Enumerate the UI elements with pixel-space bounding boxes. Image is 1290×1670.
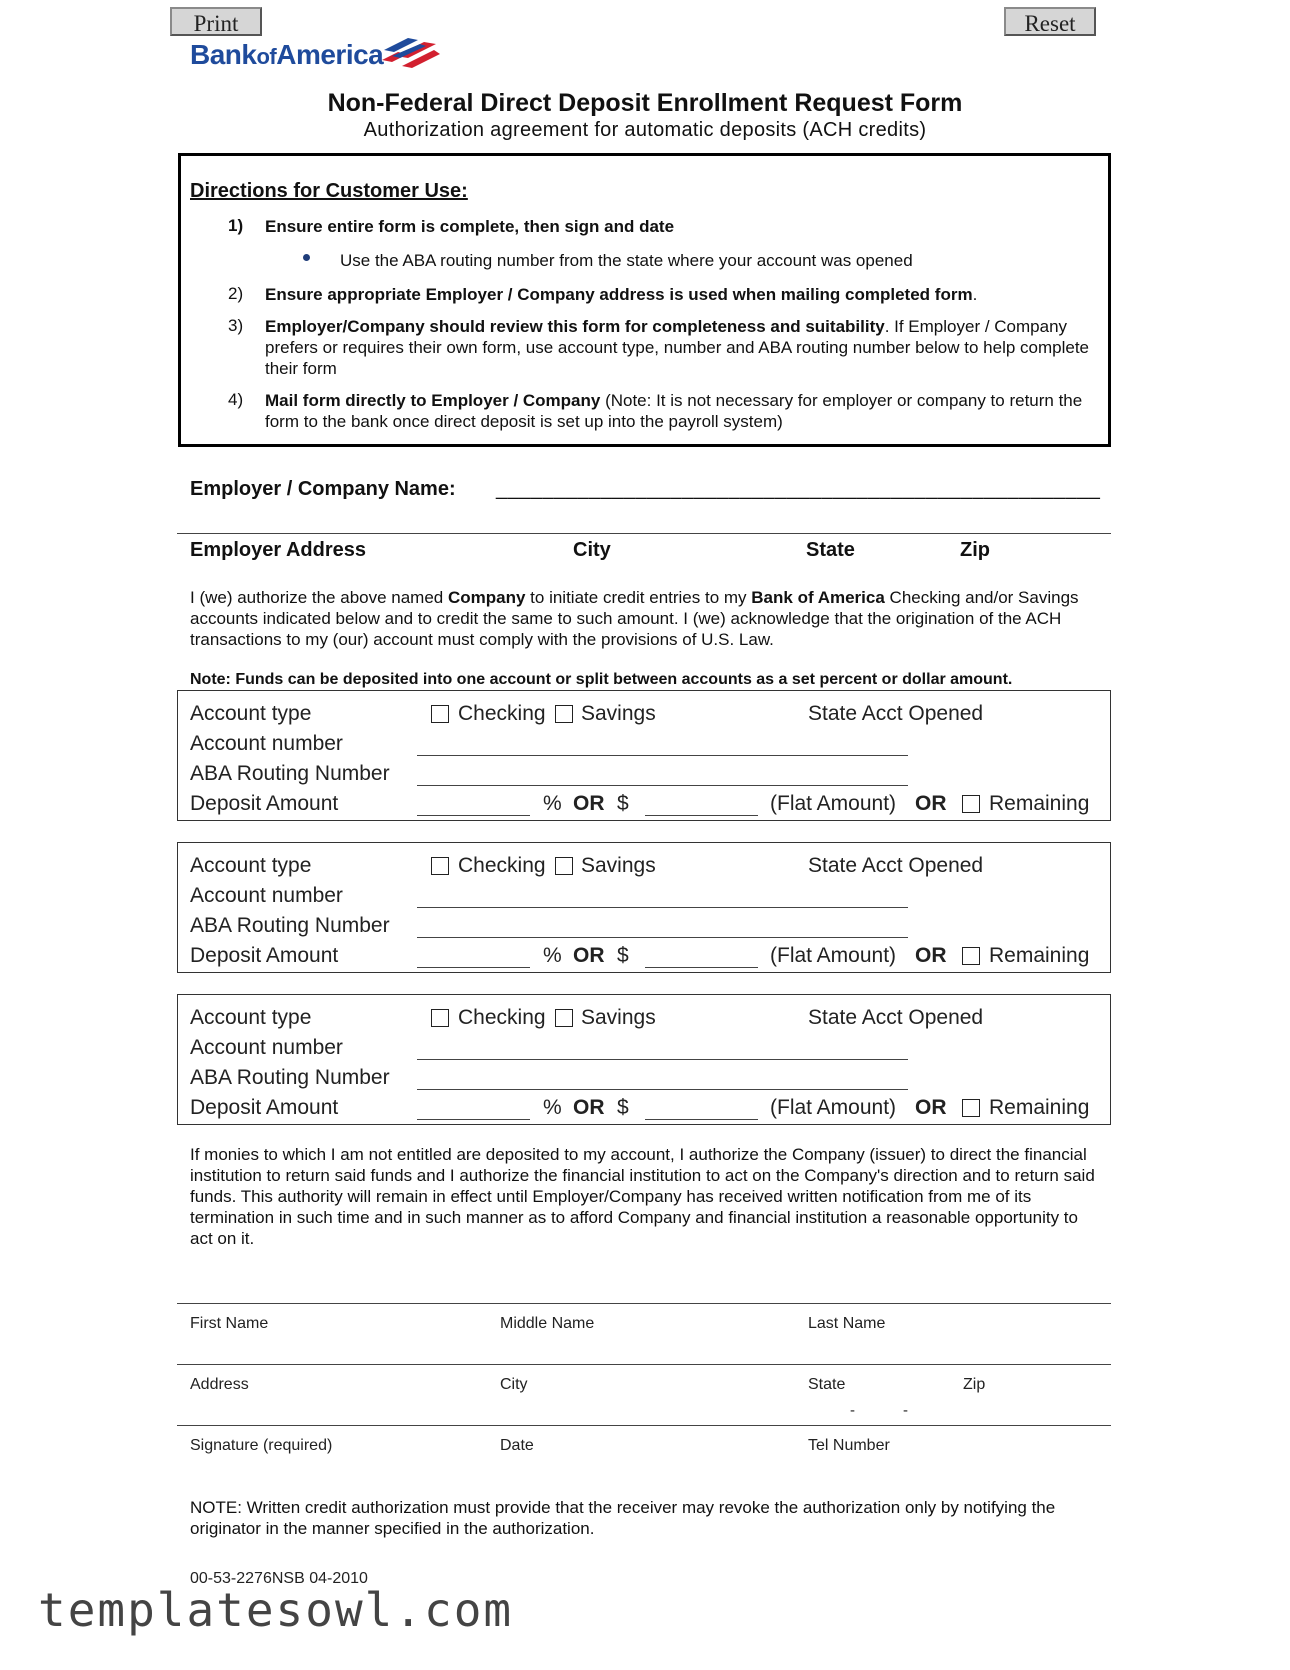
percent-sign: % [543,1096,562,1119]
account-number-label: Account number [190,884,343,907]
address-label: Address [190,1376,249,1393]
return-funds-text: If monies to which I am not entitled are deposited to my account, I authorize the Company (issuer) to direct the financial institution to return said funds and I authorize the financial institution to act on the Company's direction and to return said funds. This authority will remain in effect until Employer/Company has received written notification from me of its termination in such time and in such manner as to afford Company and financial institution a reasonable opportunity to act on it. [190,1145,1095,1248]
aba-routing-label: ABA Routing Number [190,1066,390,1089]
state-label: State [808,1376,846,1393]
dollar-sign: $ [617,944,629,967]
account-number-field[interactable] [417,1059,908,1060]
or-label: OR [573,1096,605,1119]
footer-note: NOTE: Written credit authorization must provide that the receiver may revoke the authorization only by notifying the originator in the manner specified in the authorization. [190,1498,1056,1538]
step-4: Mail form directly to Employer / Company (Note: It is not necessary for employer or company to return the form to the bank once direct deposit is set up into the payroll system) [265,391,1083,431]
watermark: templatesowl.com [38,1583,514,1637]
or-label: OR [573,792,605,815]
employer-state-label: State [806,539,855,561]
flat-amount-field[interactable] [645,815,758,816]
employer-address-label: Employer Address [190,539,366,561]
flat-amount-label: (Flat Amount) [770,1096,897,1119]
savings-checkbox[interactable] [555,857,573,875]
employer-name-field[interactable]: ____________________________________________________ [496,478,1101,500]
aba-routing-field[interactable] [417,1089,908,1090]
account-number-field[interactable] [417,907,908,908]
deposit-amount-label: Deposit Amount [190,792,339,815]
employer-zip-label: Zip [960,539,990,561]
remaining-checkbox[interactable] [962,795,980,813]
form-subtitle: Authorization agreement for automatic deposits (ACH credits) [363,119,927,141]
dollar-sign: $ [617,792,629,815]
aba-routing-field[interactable] [417,937,908,938]
savings-checkbox[interactable] [555,705,573,723]
remaining-label: Remaining [989,792,1090,815]
percent-field[interactable] [417,967,530,968]
percent-field[interactable] [417,1119,530,1120]
flat-amount-field[interactable] [645,1119,758,1120]
checking-checkbox[interactable] [431,857,449,875]
remaining-checkbox[interactable] [962,1099,980,1117]
tel-number-label: Tel Number [808,1437,890,1454]
flat-amount-label: (Flat Amount) [770,792,897,815]
bank-logo-text: BankofAmerica [190,39,384,70]
state-acct-opened-label: State Acct Opened [808,854,984,877]
aba-routing-field[interactable] [417,785,908,786]
tel-dash: - [850,1402,855,1419]
percent-sign: % [543,792,562,815]
date-label: Date [500,1437,534,1454]
deposit-amount-label: Deposit Amount [190,1096,339,1119]
step-number: 3) [228,316,244,335]
checking-label: Checking [458,702,546,725]
percent-field[interactable] [417,815,530,816]
checking-label: Checking [458,854,546,877]
divider [177,1425,1111,1426]
account-number-label: Account number [190,732,343,755]
last-name-label: Last Name [808,1315,886,1332]
employer-name-label: Employer / Company Name: [190,478,456,500]
first-name-label: First Name [190,1315,269,1332]
aba-routing-label: ABA Routing Number [190,762,390,785]
flat-amount-field[interactable] [645,967,758,968]
savings-label: Savings [581,702,656,725]
percent-sign: % [543,944,562,967]
remaining-label: Remaining [989,944,1090,967]
or-label: OR [915,792,947,815]
authorization-text: I (we) authorize the above named Company to initiate credit entries to my Bank of America Checking and/or Savings accounts indicated below and to credit the same to such amount. I (we) acknowledge that the origination of the ACH transactions to my (our) account must comply with the provisions of U.S. Law. [190,588,1079,649]
remaining-label: Remaining [989,1096,1090,1119]
account-type-label: Account type [190,702,312,725]
employer-city-label: City [573,539,611,561]
city-label: City [500,1376,528,1393]
divider [177,1364,1111,1365]
savings-label: Savings [581,1006,656,1029]
step-number: 2) [228,284,244,303]
account-type-label: Account type [190,854,312,877]
bullet-icon [303,254,310,261]
reset-button[interactable]: Reset [1004,7,1096,36]
checking-checkbox[interactable] [431,1009,449,1027]
savings-checkbox[interactable] [555,1009,573,1027]
checking-checkbox[interactable] [431,705,449,723]
remaining-checkbox[interactable] [962,947,980,965]
directions-heading: Directions for Customer Use: [190,180,468,202]
aba-routing-label: ABA Routing Number [190,914,390,937]
print-button[interactable]: Print [170,7,262,36]
divider [177,1303,1111,1304]
state-acct-opened-label: State Acct Opened [808,1006,984,1029]
or-label: OR [915,944,947,967]
or-label: OR [573,944,605,967]
form-code: 00-53-2276NSB 04-2010 [190,1570,368,1587]
step-2: Ensure appropriate Employer / Company address is used when mailing completed form. [265,285,978,304]
step-number: 1) [228,216,244,235]
zip-label: Zip [963,1376,986,1393]
account-type-label: Account type [190,1006,312,1029]
deposit-amount-label: Deposit Amount [190,944,339,967]
bullet-text: Use the ABA routing number from the state where your account was opened [340,251,913,270]
divider [177,533,1111,534]
tel-dash: - [903,1402,908,1419]
checking-label: Checking [458,1006,546,1029]
or-label: OR [915,1096,947,1119]
step-3: Employer/Company should review this form for completeness and suitability. If Employer / Company prefers or requires their own form, use account type, number and ABA routing number below to help complete their form [265,317,1090,378]
flat-amount-label: (Flat Amount) [770,944,897,967]
signature-label: Signature (required) [190,1437,333,1454]
step-number: 4) [228,390,244,409]
account-number-label: Account number [190,1036,343,1059]
middle-name-label: Middle Name [500,1315,595,1332]
step-1: Ensure entire form is complete, then sign and date [265,217,675,236]
savings-label: Savings [581,854,656,877]
form-title: Non-Federal Direct Deposit Enrollment Request Form [327,89,963,117]
state-acct-opened-label: State Acct Opened [808,702,984,725]
funds-note: Note: Funds can be deposited into one account or split between accounts as a set percent or dollar amount. [190,671,1013,688]
bank-flag-logo-icon [378,36,442,70]
dollar-sign: $ [617,1096,629,1119]
account-number-field[interactable] [417,755,908,756]
